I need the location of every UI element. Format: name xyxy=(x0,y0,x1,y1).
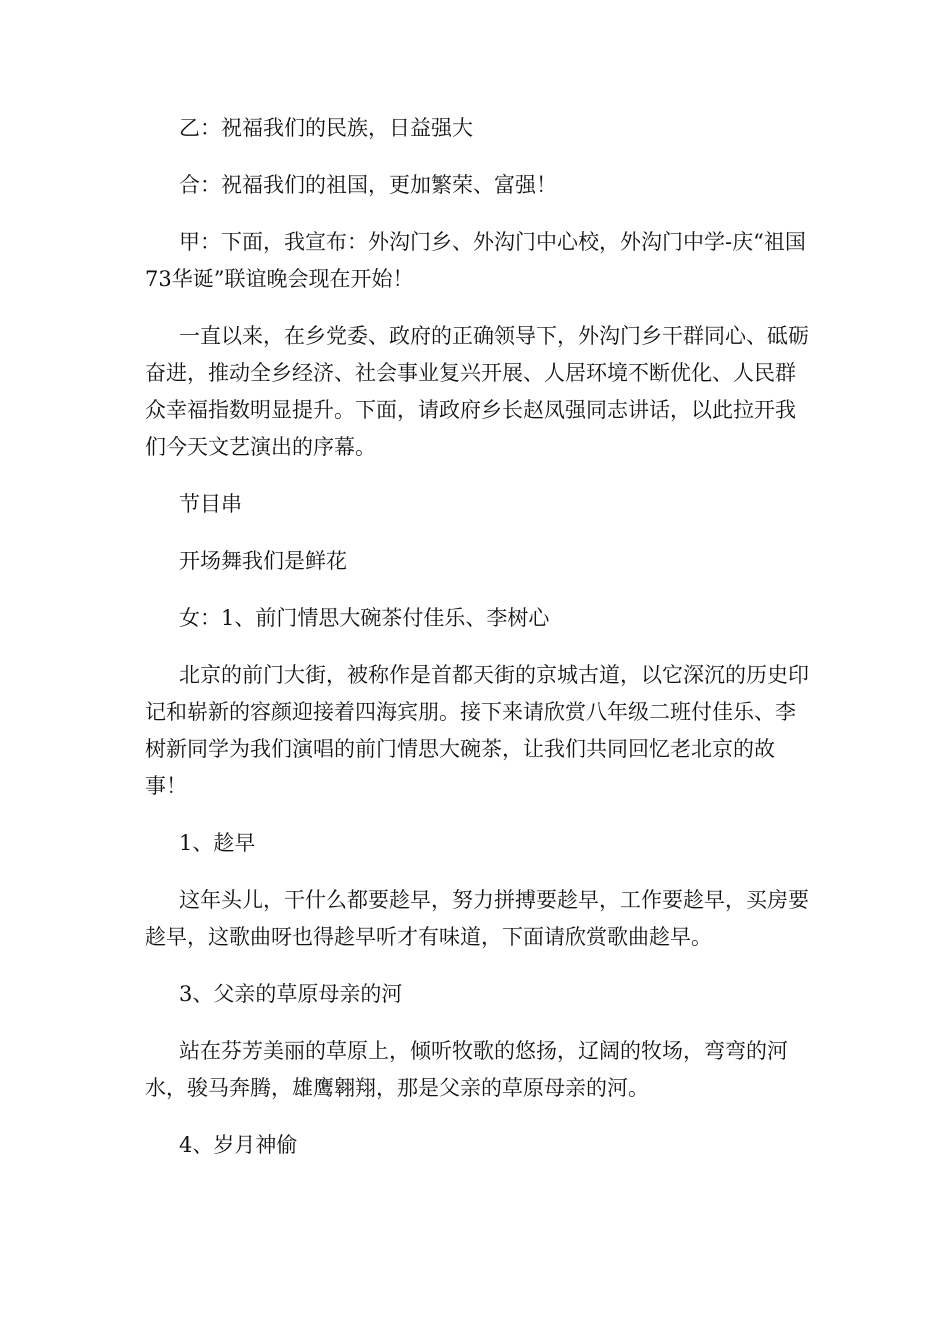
paragraph-4: 一直以来，在乡党委、政府的正确领导下，外沟门乡干群同心、砥砺奋进，推动全乡经济、社会事业复兴开展、人居环境不断优化、人民群众幸福指数明显提升。下面，请政府乡长赵凤强同志讲话，以此拉开我们今天文艺演出的序幕。 xyxy=(145,324,809,459)
paragraph-13: 4、岁月神偷 xyxy=(179,1133,298,1157)
paragraph-8: 北京的前门大街，被称作是首都天街的京城古道，以它深沉的历史印记和崭新的容颜迎接着四海宾朋。接下来请欣赏八年级二班付佳乐、李树新同学为我们演唱的前门情思大碗茶，让我们共同回忆老北京的故事！ xyxy=(145,663,809,798)
paragraph-9: 1、趁早 xyxy=(179,831,256,855)
paragraph-12: 站在芬芳美丽的草原上，倾听牧歌的悠扬，辽阔的牧场，弯弯的河水，骏马奔腾，雄鹰翱翔，那是父亲的草原母亲的河。 xyxy=(145,1039,788,1100)
paragraph-10: 这年头儿，干什么都要趁早，努力拼搏要趁早，工作要趁早，买房要趁早，这歌曲呀也得趁早听才有味道，下面请欣赏歌曲趁早。 xyxy=(145,888,809,949)
paragraph-6: 开场舞我们是鲜花 xyxy=(179,549,347,573)
paragraph-2: 合：祝福我们的祖国，更加繁荣、富强！ xyxy=(179,173,557,197)
document-body xyxy=(145,110,810,1184)
paragraph-1: 乙：祝福我们的民族，日益强大 xyxy=(179,116,473,140)
paragraph-11: 3、父亲的草原母亲的河 xyxy=(179,982,403,1006)
paragraph-7: 女：1、前门情思大碗茶付佳乐、李树心 xyxy=(179,606,550,630)
paragraph-5: 节目串 xyxy=(179,492,242,516)
paragraph-3: 甲：下面，我宣布：外沟门乡、外沟门中心校，外沟门中学-庆“祖国73华诞”联谊晚会现在开始！ xyxy=(145,230,806,291)
